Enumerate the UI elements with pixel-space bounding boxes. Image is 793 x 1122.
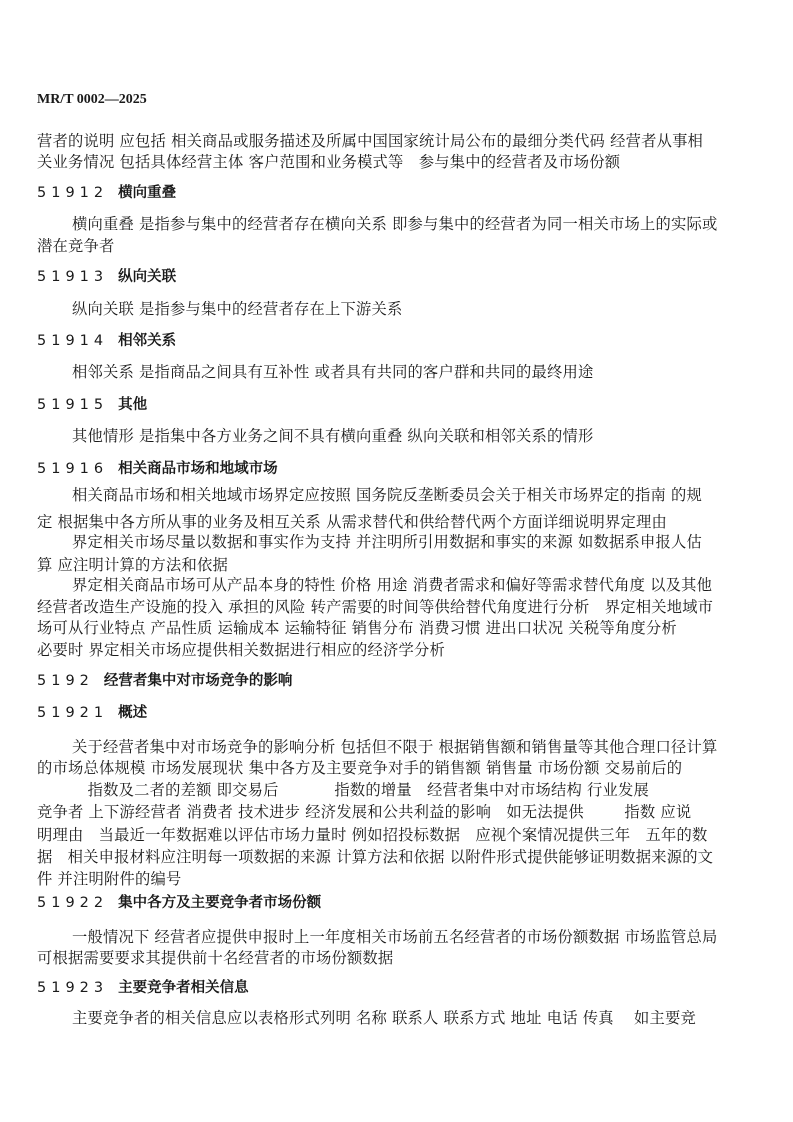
section-number: 51912 <box>37 185 109 201</box>
paragraph-line: 可根据需要要求其提供前十名经营者的市场份额数据 <box>37 949 394 967</box>
section-number: 5192 <box>37 673 94 689</box>
section-heading <box>37 266 176 288</box>
paragraph-line: 横向重叠 是指参与集中的经营者存在横向关系 即参与集中的经营者为同一相关市场上的实际或 <box>72 215 718 233</box>
section-heading <box>37 458 278 480</box>
paragraph-line: 指数及二者的差额 即交易后 指数的增量 经营者集中对市场结构 行业发展 <box>37 781 650 799</box>
section-title: 集中各方及主要竞争者市场份额 <box>118 895 322 911</box>
paragraph-line: 界定相关商品市场可从产品本身的特性 价格 用途 消费者需求和偏好等需求替代角度 以及其他 <box>72 576 713 594</box>
paragraph-line: 相邻关系 是指商品之间具有互补性 或者具有共同的客户群和共同的最终用途 <box>72 363 594 381</box>
paragraph-line: 潜在竞争者 <box>37 237 115 255</box>
paragraph-line: 必要时 界定相关市场应提供相关数据进行相应的经济学分析 <box>37 641 445 659</box>
paragraph-line: 关于经营者集中对市场竞争的影响分析 包括但不限于 根据销售额和销售量等其他合理口径计算 <box>72 738 718 756</box>
paragraph-line: 相关商品市场和相关地域市场界定应按照 国务院反垄断委员会关于相关市场界定的指南 的规 <box>72 486 703 504</box>
section-heading <box>37 702 147 724</box>
section-heading <box>37 182 176 204</box>
section-title: 概述 <box>118 705 148 721</box>
paragraph-line: 关业务情况 包括具体经营主体 客户范围和业务模式等 参与集中的经营者及市场份额 <box>37 153 621 171</box>
paragraph-line: 经营者改造生产设施的投入 承担的风险 转产需要的时间等供给替代角度进行分析 界定相关地域市 <box>37 598 714 616</box>
section-heading <box>37 394 147 416</box>
section-number: 51913 <box>37 269 109 285</box>
paragraph-line: 主要竞争者的相关信息应以表格形式列明 名称 联系人 联系方式 地址 电话 传真 如主要竞 <box>72 1009 697 1027</box>
paragraph-line: 竞争者 上下游经营者 消费者 技术进步 经济发展和公共利益的影响 如无法提供 指数 应说 <box>37 803 692 821</box>
section-title: 主要竞争者相关信息 <box>118 980 249 996</box>
paragraph-line: 其他情形 是指集中各方业务之间不具有横向重叠 纵向关联和相邻关系的情形 <box>72 427 594 445</box>
section-heading <box>37 892 321 914</box>
section-heading <box>37 670 292 692</box>
paragraph-line: 营者的说明 应包括 相关商品或服务描述及所属中国国家统计局公布的最细分类代码 经营者从事相 <box>37 132 704 150</box>
paragraph-line: 纵向关联 是指参与集中的经营者存在上下游关系 <box>72 300 403 318</box>
paragraph-line: 明理由 当最近一年数据难以评估市场力量时 例如招投标数据 应视个案情况提供三年 五年的数 <box>37 826 708 844</box>
section-title: 横向重叠 <box>118 185 177 201</box>
paragraph-line: 定 根据集中各方所从事的业务及相互关系 从需求替代和供给替代两个方面详细说明界定理由 <box>37 513 668 531</box>
section-heading <box>37 330 176 352</box>
section-title: 经营者集中对市场竞争的影响 <box>103 673 293 689</box>
section-title: 其他 <box>118 397 148 413</box>
paragraph-line: 件 并注明附件的编号 <box>37 870 182 888</box>
section-heading <box>37 977 249 999</box>
section-title: 相邻关系 <box>118 333 177 349</box>
section-number: 51921 <box>37 705 109 721</box>
paragraph-line: 算 应注明计算的方法和依据 <box>37 556 229 574</box>
paragraph-line: 场可从行业特点 产品性质 运输成本 运输特征 销售分布 消费习惯 进出口状况 关税等角度分析 <box>37 619 677 637</box>
document-code-header: MR/T 0002—2025 <box>37 92 147 107</box>
section-title: 相关商品市场和地域市场 <box>118 461 278 477</box>
paragraph-line: 一般情况下 经营者应提供申报时上一年度相关市场前五名经营者的市场份额数据 市场监管总局 <box>72 928 718 946</box>
paragraph-line: 的市场总体规模 市场发展现状 集中各方及主要竞争对手的销售额 销售量 市场份额 交易前后的 <box>37 759 683 777</box>
paragraph-line: 据 相关申报材料应注明每一项数据的来源 计算方法和依据 以附件形式提供能够证明数据来源的文 <box>37 848 714 866</box>
section-number: 51923 <box>37 980 109 996</box>
section-title: 纵向关联 <box>118 269 177 285</box>
paragraph-line: 界定相关市场尽量以数据和事实作为支持 并注明所引用数据和事实的来源 如数据系申报人估 <box>72 533 703 551</box>
section-number: 51915 <box>37 397 109 413</box>
section-number: 51916 <box>37 461 109 477</box>
section-number: 51914 <box>37 333 109 349</box>
section-number: 51922 <box>37 895 109 911</box>
